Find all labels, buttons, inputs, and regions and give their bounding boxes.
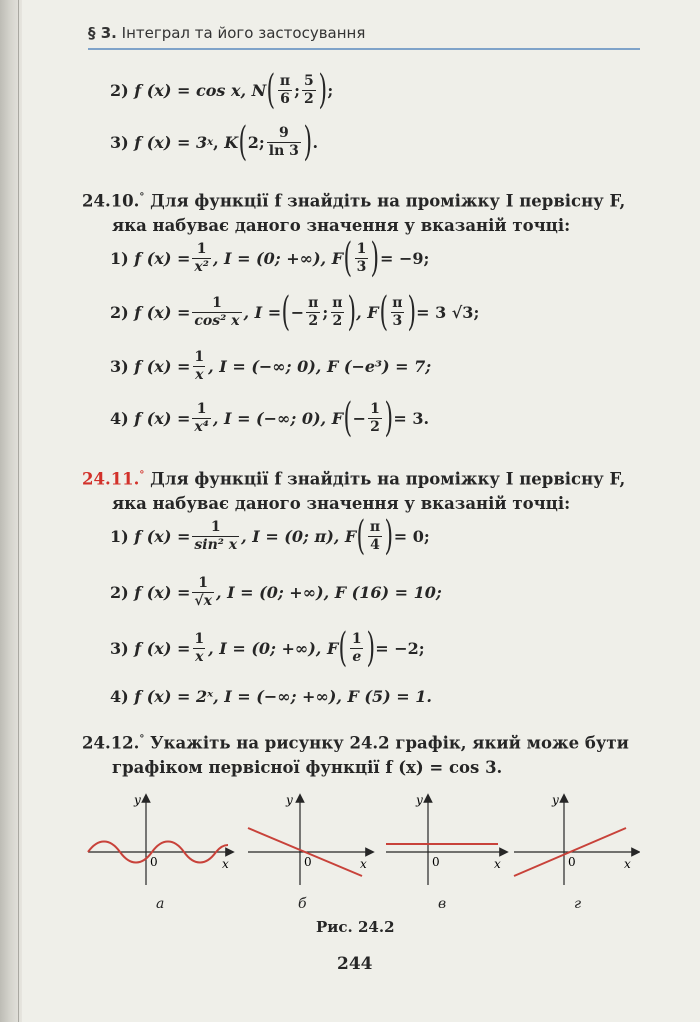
fraction: $\frac{1}{e}$ [351,630,362,665]
axis-y-label: y [552,793,559,807]
task-text: Для функції f знайдіть на проміжку I первісну F, [150,191,626,211]
graph-label-b: б [298,896,307,912]
spine-edge [18,0,19,1022]
axis-y-label: y [134,793,141,807]
axis-x-label: x [494,857,501,871]
function-text: f (x) = 3 [134,132,208,152]
graph-label-v: в [438,896,447,912]
prev-item-2: 2) f (x) = cos x, N ( $\frac{\pi}{6}$ ; $\frac{5}{2}$ ) ; [110,67,334,113]
punctuation: ; [327,80,334,100]
task-24-11-item-1: 1) f (x) = $\frac{1}{\text{sin² x}}$ , I = (0; π), F ( $\frac{\pi}{4}$ ) = 0; [110,513,430,559]
graph-b [248,793,370,885]
difficulty-mark: ° [139,734,145,745]
task-text: Укажіть на рисунку 24.2 графік, який може бути [150,733,629,753]
axis-x-label: x [222,857,229,871]
task-text: яка набуває даного значення у вказаній точці: [112,215,571,235]
fraction: $\frac{\pi}{3}$ [392,294,403,329]
header-rule [88,48,640,50]
fraction: $\frac{1}{\text{cos² x}}$ [194,294,240,329]
section-title: Інтеграл та його застосування [121,24,366,42]
task-number: 24.12. [82,733,140,753]
difficulty-mark: ° [139,192,145,203]
task-24-10-item-3: 3) f (x) = $\frac{1}{x}$ , I = (−∞; 0), F (−e³) = 7; [110,348,432,383]
section-number: § 3. [88,24,117,42]
task-24-10-item-1: 1) f (x) = $\frac{1}{\text{x²}}$ , I = (0; +∞), F ( $\frac{1}{3}$ ) = −9; [110,235,430,281]
fraction: $\frac{\pi}{2}$ [332,294,343,329]
exponent: x [207,136,214,148]
task-24-11-item-3: 3) f (x) = $\frac{1}{x}$ , I = (0; +∞), F ( $\frac{1}{e}$ ) = −2; [110,625,425,671]
fraction: $\frac{9}{\ln 3}$ [268,124,299,159]
task-24-10-item-4: 4) f (x) = $\frac{1}{\text{x⁴}}$ , I = (−∞; 0), F ( − $\frac{1}{2}$ ) = 3. [110,395,430,441]
task-24-11 [82,464,642,516]
fraction: $\frac{\pi}{6}$ [279,72,291,107]
figure-caption: Рис. 24.2 [316,918,395,936]
origin-label: 0 [150,855,158,869]
task-text: яка набуває даного значення у вказаній точці: [112,493,571,513]
graph-label-g: г [574,896,582,912]
fraction: $\frac{1}{x}$ [194,630,205,665]
point-name: K [224,132,239,152]
axis-y-label: y [286,793,293,807]
task-number: 24.10. [82,191,140,211]
origin-label: 0 [304,855,312,869]
task-text: графіком первісної функції f (x) = cos 3. [112,757,503,777]
fraction: $\frac{1}{√x}$ [194,574,212,609]
task-24-11-item-4: 4) f (x) = 2ˣ, I = (−∞; +∞), F (5) = 1. [110,686,432,706]
item-number: 3) [110,132,129,152]
function-text: f (x) = cos x, [134,80,247,100]
fraction: $\frac{\pi}{4}$ [369,518,381,553]
graph-a [88,793,230,885]
fraction: $\frac{1}{\text{x²}}$ [194,240,209,275]
item-number: 2) [110,80,129,100]
fraction: $\frac{5}{2}$ [304,72,314,107]
page-header [88,24,640,50]
origin-label: 0 [568,855,576,869]
fraction: $\frac{1}{3}$ [356,240,367,275]
axis-x-label: x [624,857,631,871]
fraction: $\frac{1}{\text{sin² x}}$ [194,518,238,553]
fraction: $\frac{1}{\text{x⁴}}$ [194,400,209,435]
prev-item-3: 3) f (x) = 3 x , K ( 2; $\frac{9}{\ln 3}$ ) . [110,119,319,165]
graph-label-a: а [156,896,165,912]
punctuation: . [312,132,319,152]
point-name: N [251,80,267,100]
task-text: Для функції f знайдіть на проміжку I первісну F, [150,469,626,489]
axis-x-label: x [360,857,367,871]
fraction: $\frac{1}{2}$ [370,400,380,435]
task-number: 24.11. [82,469,140,489]
task-24-10 [82,186,642,238]
task-24-10-item-2: 2) f (x) = $\frac{1}{\text{cos² x}}$ , I = ( − $\frac{\pi}{2}$ ; $\frac{\pi}{2}$ ) , F ( $\frac{\pi}{3}$ ) = 3 √3; [110,289,480,335]
figure-24-2 [80,790,640,890]
graph-v [386,793,504,885]
coordinate: 2; [247,132,265,152]
task-24-11-item-2: 2) f (x) = $\frac{1}{√x}$ , I = (0; +∞), F (16) = 10; [110,574,442,609]
fraction: $\frac{\pi}{2}$ [308,294,319,329]
difficulty-mark: ° [139,470,145,481]
axis-y-label: y [416,793,423,807]
task-24-12 [82,728,642,780]
fraction: $\frac{1}{x}$ [194,348,205,383]
origin-label: 0 [432,855,440,869]
page-number: 244 [337,954,373,974]
graph-g [514,793,636,885]
